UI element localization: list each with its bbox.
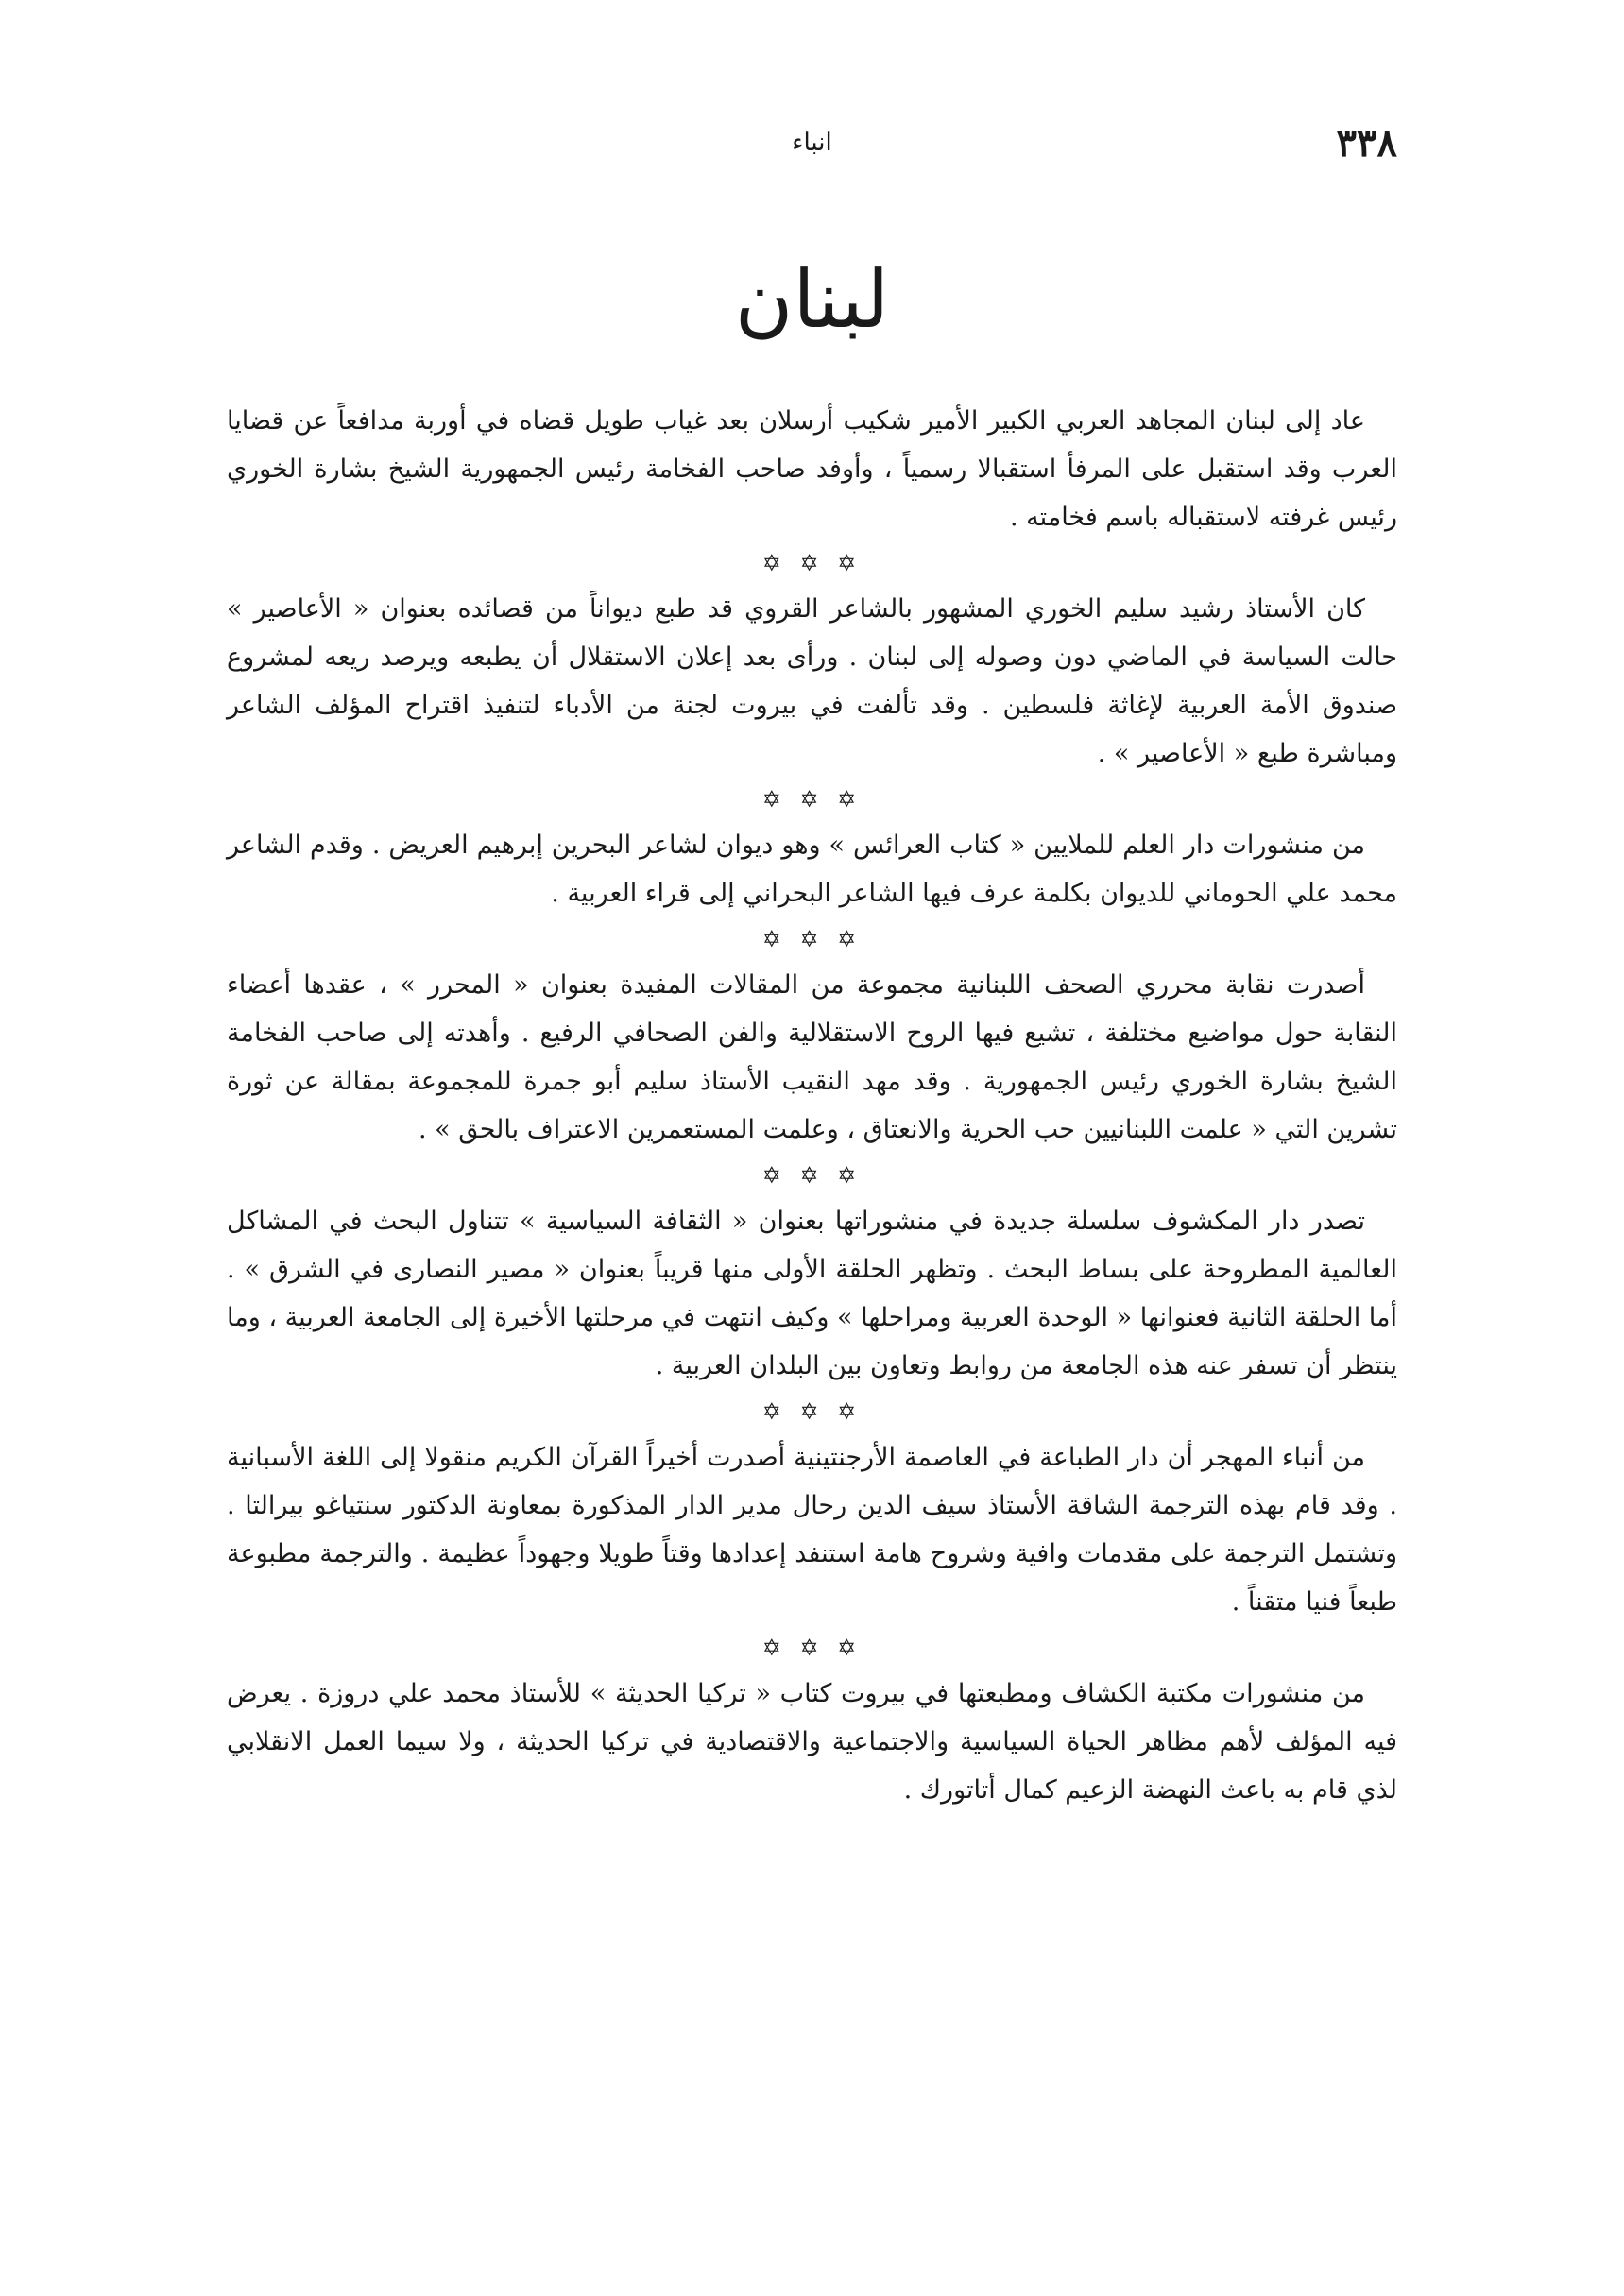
paragraph-arslan-return: عاد إلى لبنان المجاهد العربي الكبير الأمير شكيب أرسلان بعد غياب طويل قضاه في أوربة مدافعاً عن قضايا العرب وقد استقبل على المرفأ استقبالا رسمياً ، وأوفد صاحب الفخامة رئيس الجمهورية الشيخ بشارة الخوري رئيس غرفته لاستقباله باسم فخامته . [227, 406, 1397, 532]
star-separator-icon: ✡ ✡ ✡ [761, 786, 863, 813]
paragraph-kitab-alarais: من منشورات دار العلم للملايين « كتاب العرائس » وهو ديوان لشاعر البحرين إبرهيم العريض . وقدم الشاعر محمد علي الحوماني للديوان بكلمة عرف فيها الشاعر البحراني إلى قراء العربية . [227, 831, 1397, 908]
star-separator-icon: ✡ ✡ ✡ [761, 926, 863, 952]
star-separator-icon: ✡ ✡ ✡ [761, 1635, 863, 1661]
article-body [227, 397, 1397, 1814]
running-head: انباء [792, 129, 832, 157]
paragraph-political-culture-series: تصدر دار المكشوف سلسلة جديدة في منشوراتها بعنوان « الثقافة السياسية » تتناول البحث في المشاكل العالمية المطروحة على بساط البحث . وتظهر الحلقة الأولى منها قريباً بعنوان « مصير النصارى في الشرق » . أما الحلقة الثانية فعنوانها « الوحدة العربية ومراحلها » وكيف انتهت في مرحلتها الأخيرة إلى الجامعة العربية ، وما ينتظر أن تسفر عنه هذه الجامعة من روابط وتعاون بين البلدان العربية . [227, 1207, 1397, 1380]
paragraph-quran-spanish: من أنباء المهجر أن دار الطباعة في العاصمة الأرجنتينية أصدرت أخيراً القرآن الكريم منقولا إلى اللغة الأسبانية . وقد قام بهذه الترجمة الشاقة الأستاذ سيف الدين رحال مدير الدار المذكورة بمعاونة الدكتور سنتياغو بيرالتا . وتشتمل الترجمة على مقدمات وافية وشروح هامة استنفد إعدادها وقتاً طويلا وجهوداً عظيمة . والترجمة مطبوعة طبعاً فنيا متقناً . [227, 1443, 1397, 1617]
star-separator-icon: ✡ ✡ ✡ [761, 1398, 863, 1425]
star-separator-icon: ✡ ✡ ✡ [761, 1162, 863, 1189]
section-title: لبنان [734, 253, 890, 346]
page-header [227, 121, 1397, 178]
page-number: ٣٣٨ [1336, 121, 1397, 165]
paragraph-aasir-diwan: كان الأستاذ رشيد سليم الخوري المشهور بالشاعر القروي قد طبع ديواناً من قصائده بعنوان « الأعاصير » حالت السياسة في الماضي دون وصوله إلى لبنان . ورأى بعد إعلان الاستقلال أن يطبعه ويرصد ريعه لمشروع صندوق الأمة العربية لإغاثة فلسطين . وقد تألفت في بيروت لجنة من الأدباء لتنفيذ اقتراح المؤلف الشاعر ومباشرة طبع « الأعاصير » . [227, 594, 1397, 768]
paragraph-almuharrir: أصدرت نقابة محرري الصحف اللبنانية مجموعة من المقالات المفيدة بعنوان « المحرر » ، عقدها أعضاء النقابة حول مواضيع مختلفة ، تشيع فيها الروح الاستقلالية والفن الصحافي الرفيع . وأهدته إلى صاحب الفخامة الشيخ بشارة الخوري رئيس الجمهورية . وقد مهد النقيب الأستاذ سليم أبو جمرة للمجموعة بمقالة عن ثورة تشرين التي « علمت اللبنانيين حب الحرية والانعتاق ، وعلمت المستعمرين الاعتراف بالحق » . [227, 970, 1397, 1144]
star-separator-icon: ✡ ✡ ✡ [761, 550, 863, 576]
paragraph-modern-turkey: من منشورات مكتبة الكشاف ومطبعتها في بيروت كتاب « تركيا الحديثة » للأستاذ محمد علي دروزة . يعرض فيه المؤلف لأهم مظاهر الحياة السياسية والاجتماعية والاقتصادية في تركيا الحديثة ، ولا سيما العمل الانقلابي لذي قام به باعث النهضة الزعيم كمال أتاتورك . [227, 1679, 1397, 1805]
